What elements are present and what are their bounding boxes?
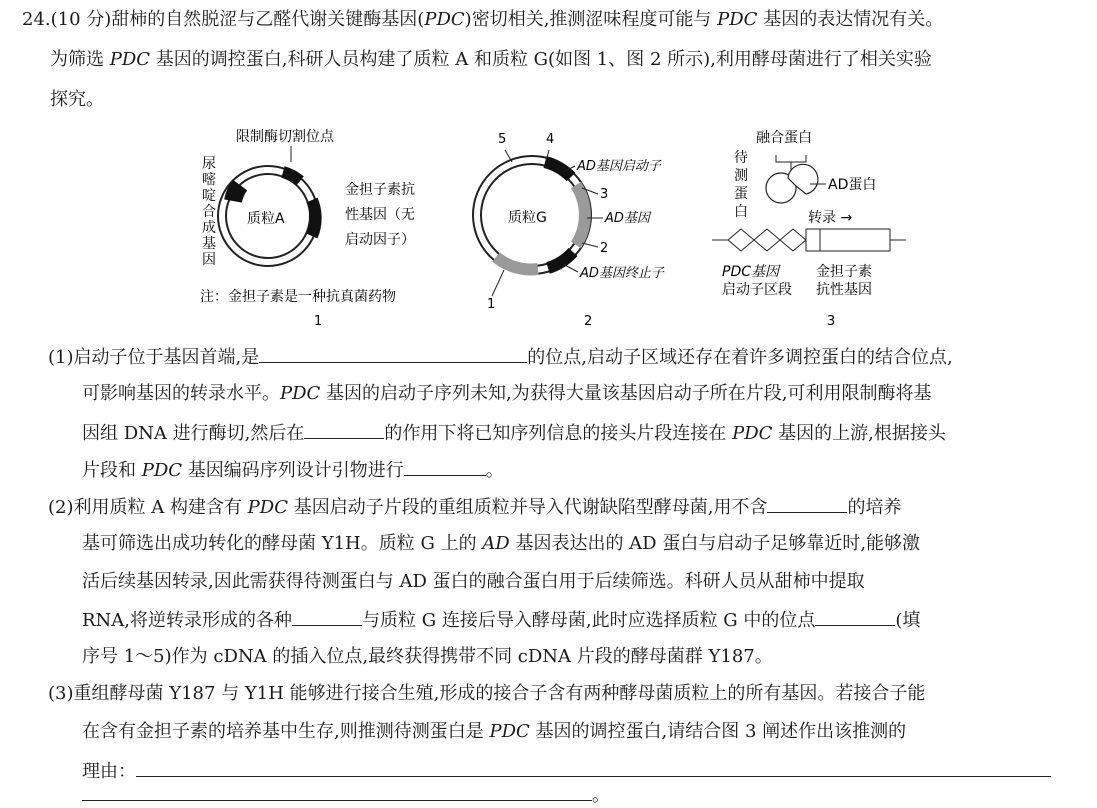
svg-text:金担子素抗: 金担子素抗 bbox=[345, 182, 415, 198]
figure-3-caption: 3 bbox=[827, 314, 836, 329]
part-3-line-4: 。 bbox=[82, 782, 610, 808]
restriction-site-block bbox=[283, 172, 300, 181]
part-1-line-1: (1)启动子位于基因首端,是 的位点,启动子区域还存在着许多调控蛋白的结合位点, bbox=[48, 344, 953, 370]
site-1-label: 1 bbox=[487, 297, 496, 312]
uracil-gene-block bbox=[233, 185, 240, 201]
site-4-label: 4 bbox=[546, 132, 555, 147]
figure-1-note: 注：金担子素是一种抗真菌药物 bbox=[200, 289, 396, 305]
part-2-line-3: 活后续基因转录,因此需获得待测蛋白与 AD 蛋白的融合蛋白用于后续筛选。科研人员从甜柿中提取 bbox=[82, 571, 865, 592]
part-2-line-1: (2)利用质粒 A 构建含有 PDC 基因启动子片段的重组质粒并导入代谢缺陷型酵母菌,用不含 的培养 bbox=[48, 494, 901, 520]
transcription-label: 转录 → bbox=[808, 210, 853, 226]
pdc-promoter-region bbox=[728, 229, 806, 251]
ad-terminator-pointer bbox=[563, 264, 578, 272]
question-score: (10 分) bbox=[50, 9, 112, 30]
question-number: 24. bbox=[22, 9, 51, 30]
plasmid-a-label: 质粒A bbox=[247, 211, 285, 227]
svg-text:白: 白 bbox=[734, 204, 748, 220]
figure-1-caption: 1 bbox=[314, 314, 323, 329]
ad-protein-label: AD蛋白 bbox=[828, 177, 877, 193]
answer-blank-5[interactable] bbox=[292, 607, 362, 626]
svg-text:性基因（无: 性基因（无 bbox=[345, 207, 415, 223]
resistance-gene-label-3 bbox=[816, 263, 872, 298]
site-5-label: 5 bbox=[498, 132, 507, 147]
pdc-promoter-label bbox=[722, 264, 792, 298]
resistance-gene-block bbox=[312, 200, 316, 236]
svg-text:金担子素: 金担子素 bbox=[816, 264, 872, 280]
ad-gene-label: AD基因 bbox=[605, 211, 650, 226]
part-2-line-4: RNA,将逆转录形成的各种 与质粒 G 连接后导入酵母菌,此时应选择质粒 G 中的位点 (填 bbox=[82, 607, 920, 633]
answer-blank-4[interactable] bbox=[767, 494, 847, 513]
answer-blank-1[interactable] bbox=[259, 344, 527, 363]
part-2-line-5: 序号 1～5)作为 cDNA 的插入位点,最终获得携带不同 cDNA 片段的酵母菌群 Y187。 bbox=[82, 646, 773, 667]
figures bbox=[0, 0, 1097, 340]
resistance-gene-box bbox=[806, 229, 890, 251]
svg-text:蛋: 蛋 bbox=[734, 186, 748, 202]
part-2-line-2: 基可筛选出成功转化的酵母菌 Y1H。质粒 G 上的 AD 基因表达出的 AD 蛋白与启动子足够靠近时,能够激 bbox=[82, 533, 921, 554]
ad-gene-segment bbox=[576, 185, 585, 245]
part-3-line-2: 在含有金担子素的培养基中生存,则推测待测蛋白是 PDC 基因的调控蛋白,请结合图 3 阐述作出该推测的 bbox=[82, 721, 907, 742]
ad-terminator-segment bbox=[548, 252, 573, 268]
svg-text:抗性基因: 抗性基因 bbox=[816, 282, 872, 298]
part-1-line-4: 片段和 PDC 基因编码序列设计引物进行 。 bbox=[82, 457, 504, 483]
svg-text:测: 测 bbox=[734, 168, 748, 184]
part-1-line-2: 可影响基因的转录水平。PDC 基因的启动子序列未知,为获得大量该基因启动子所在片段,可利用限制酶将基 bbox=[82, 383, 932, 404]
question-stem-line-3: 探究。 bbox=[50, 89, 104, 110]
site-2-label: 2 bbox=[600, 241, 609, 256]
site-3-label: 3 bbox=[600, 187, 609, 202]
svg-text:嘧: 嘧 bbox=[202, 172, 216, 188]
ad-terminator-label: AD基因终止子 bbox=[580, 266, 664, 281]
part-1-line-3: 因组 DNA 进行酶切,然后在 的作用下将已知序列信息的接头片段连接在 PDC 基因的上游,根据接头 bbox=[82, 420, 946, 446]
answer-blank-6[interactable] bbox=[815, 607, 895, 626]
svg-text:因: 因 bbox=[202, 252, 216, 268]
answer-blank-3[interactable] bbox=[404, 457, 486, 476]
svg-text:成: 成 bbox=[202, 220, 216, 236]
svg-text:合: 合 bbox=[202, 204, 216, 220]
answer-blank-7[interactable] bbox=[136, 758, 1051, 777]
figure-1 bbox=[200, 128, 415, 329]
site-1-pointer bbox=[492, 270, 504, 296]
svg-text:基: 基 bbox=[202, 236, 216, 252]
site-2-pointer bbox=[582, 243, 598, 247]
svg-text:待: 待 bbox=[734, 150, 748, 166]
test-protein-label bbox=[734, 149, 748, 220]
svg-text:启动子区段: 启动子区段 bbox=[722, 282, 792, 298]
question-stem-line-2: 为筛选 PDC 基因的调控蛋白,科研人员构建了质粒 A 和质粒 G(如图 1、图 2 所示),利用酵母菌进行了相关实验 bbox=[50, 49, 932, 70]
part-3-line-1: (3)重组酵母菌 Y187 与 Y1H 能够进行接合生殖,形成的接合子含有两种酵母菌质粒上的所有基因。若接合子能 bbox=[48, 683, 926, 704]
resistance-gene-label bbox=[345, 181, 415, 248]
svg-text:啶: 啶 bbox=[202, 188, 216, 204]
figure-2 bbox=[477, 132, 665, 329]
restriction-site-label: 限制酶切割位点 bbox=[236, 129, 334, 145]
answer-blank-8[interactable] bbox=[82, 782, 592, 801]
part-3-line-3: 理由： bbox=[82, 758, 1051, 784]
svg-text:启动因子）: 启动因子） bbox=[345, 232, 415, 248]
plasmid-g-label: 质粒G bbox=[508, 210, 547, 226]
figure-3 bbox=[712, 130, 906, 329]
answer-blank-2[interactable] bbox=[304, 420, 384, 439]
plasmid-g-gray-segment bbox=[496, 257, 538, 269]
fusion-protein-label: 融合蛋白 bbox=[756, 130, 812, 146]
figure-2-caption: 2 bbox=[584, 314, 593, 329]
svg-text:PDC基因: PDC基因 bbox=[722, 264, 779, 280]
uracil-gene-label bbox=[202, 156, 217, 268]
fusion-bracket bbox=[776, 155, 806, 162]
ad-promoter-label: AD基因启动子 bbox=[577, 159, 661, 174]
question-stem-line-1: 24.(10 分)甜柿的自然脱涩与乙醛代谢关键酶基因(PDC)密切相关,推测涩味程度可能与 PDC 基因的表达情况有关。 bbox=[22, 9, 944, 30]
svg-text:尿: 尿 bbox=[202, 156, 216, 172]
